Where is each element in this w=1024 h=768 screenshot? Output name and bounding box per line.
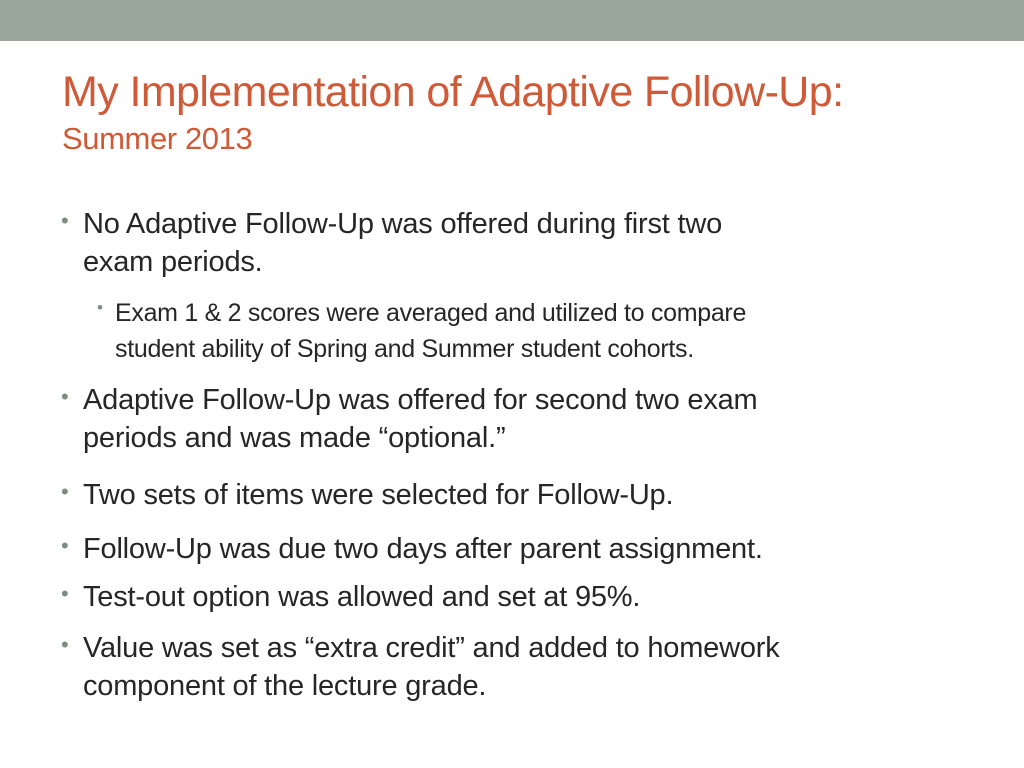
- bullet-dot-icon: •: [61, 533, 69, 558]
- slide-title-main: My Implementation of Adaptive Follow-Up:: [62, 68, 844, 116]
- bullet-dot-icon: •: [61, 632, 69, 657]
- bullet-item: [61, 476, 983, 514]
- bullet-item: [61, 205, 983, 281]
- bullet-text: Test-out option was allowed and set at 95%.: [83, 581, 641, 613]
- bullet-item: [61, 578, 983, 616]
- sub-bullet-item: [97, 295, 985, 367]
- bullet-text: Adaptive Follow-Up was offered for second two exam periods and was made “optional.”: [83, 384, 758, 454]
- bullet-dot-icon: •: [61, 581, 69, 606]
- bullet-text: No Adaptive Follow-Up was offered during first two exam periods.: [83, 208, 723, 278]
- bullet-text: Value was set as “extra credit” and added to homework component of the lecture grade.: [83, 632, 780, 702]
- slide-title-subtitle: Summer 2013: [62, 121, 253, 156]
- bullet-item: [61, 530, 983, 568]
- bullet-dot-icon: •: [97, 298, 103, 317]
- bullet-dot-icon: •: [61, 479, 69, 504]
- bullet-dot-icon: •: [61, 208, 69, 233]
- sub-bullet-text: Exam 1 & 2 scores were averaged and utilized to compare student ability of Spring and Summer student cohorts.: [115, 299, 747, 363]
- bullet-item: [61, 381, 983, 457]
- bullet-text: Two sets of items were selected for Follow-Up.: [83, 479, 674, 511]
- bullet-item: [61, 629, 983, 705]
- bullet-dot-icon: •: [61, 384, 69, 409]
- bullet-text: Follow-Up was due two days after parent assignment.: [83, 533, 763, 565]
